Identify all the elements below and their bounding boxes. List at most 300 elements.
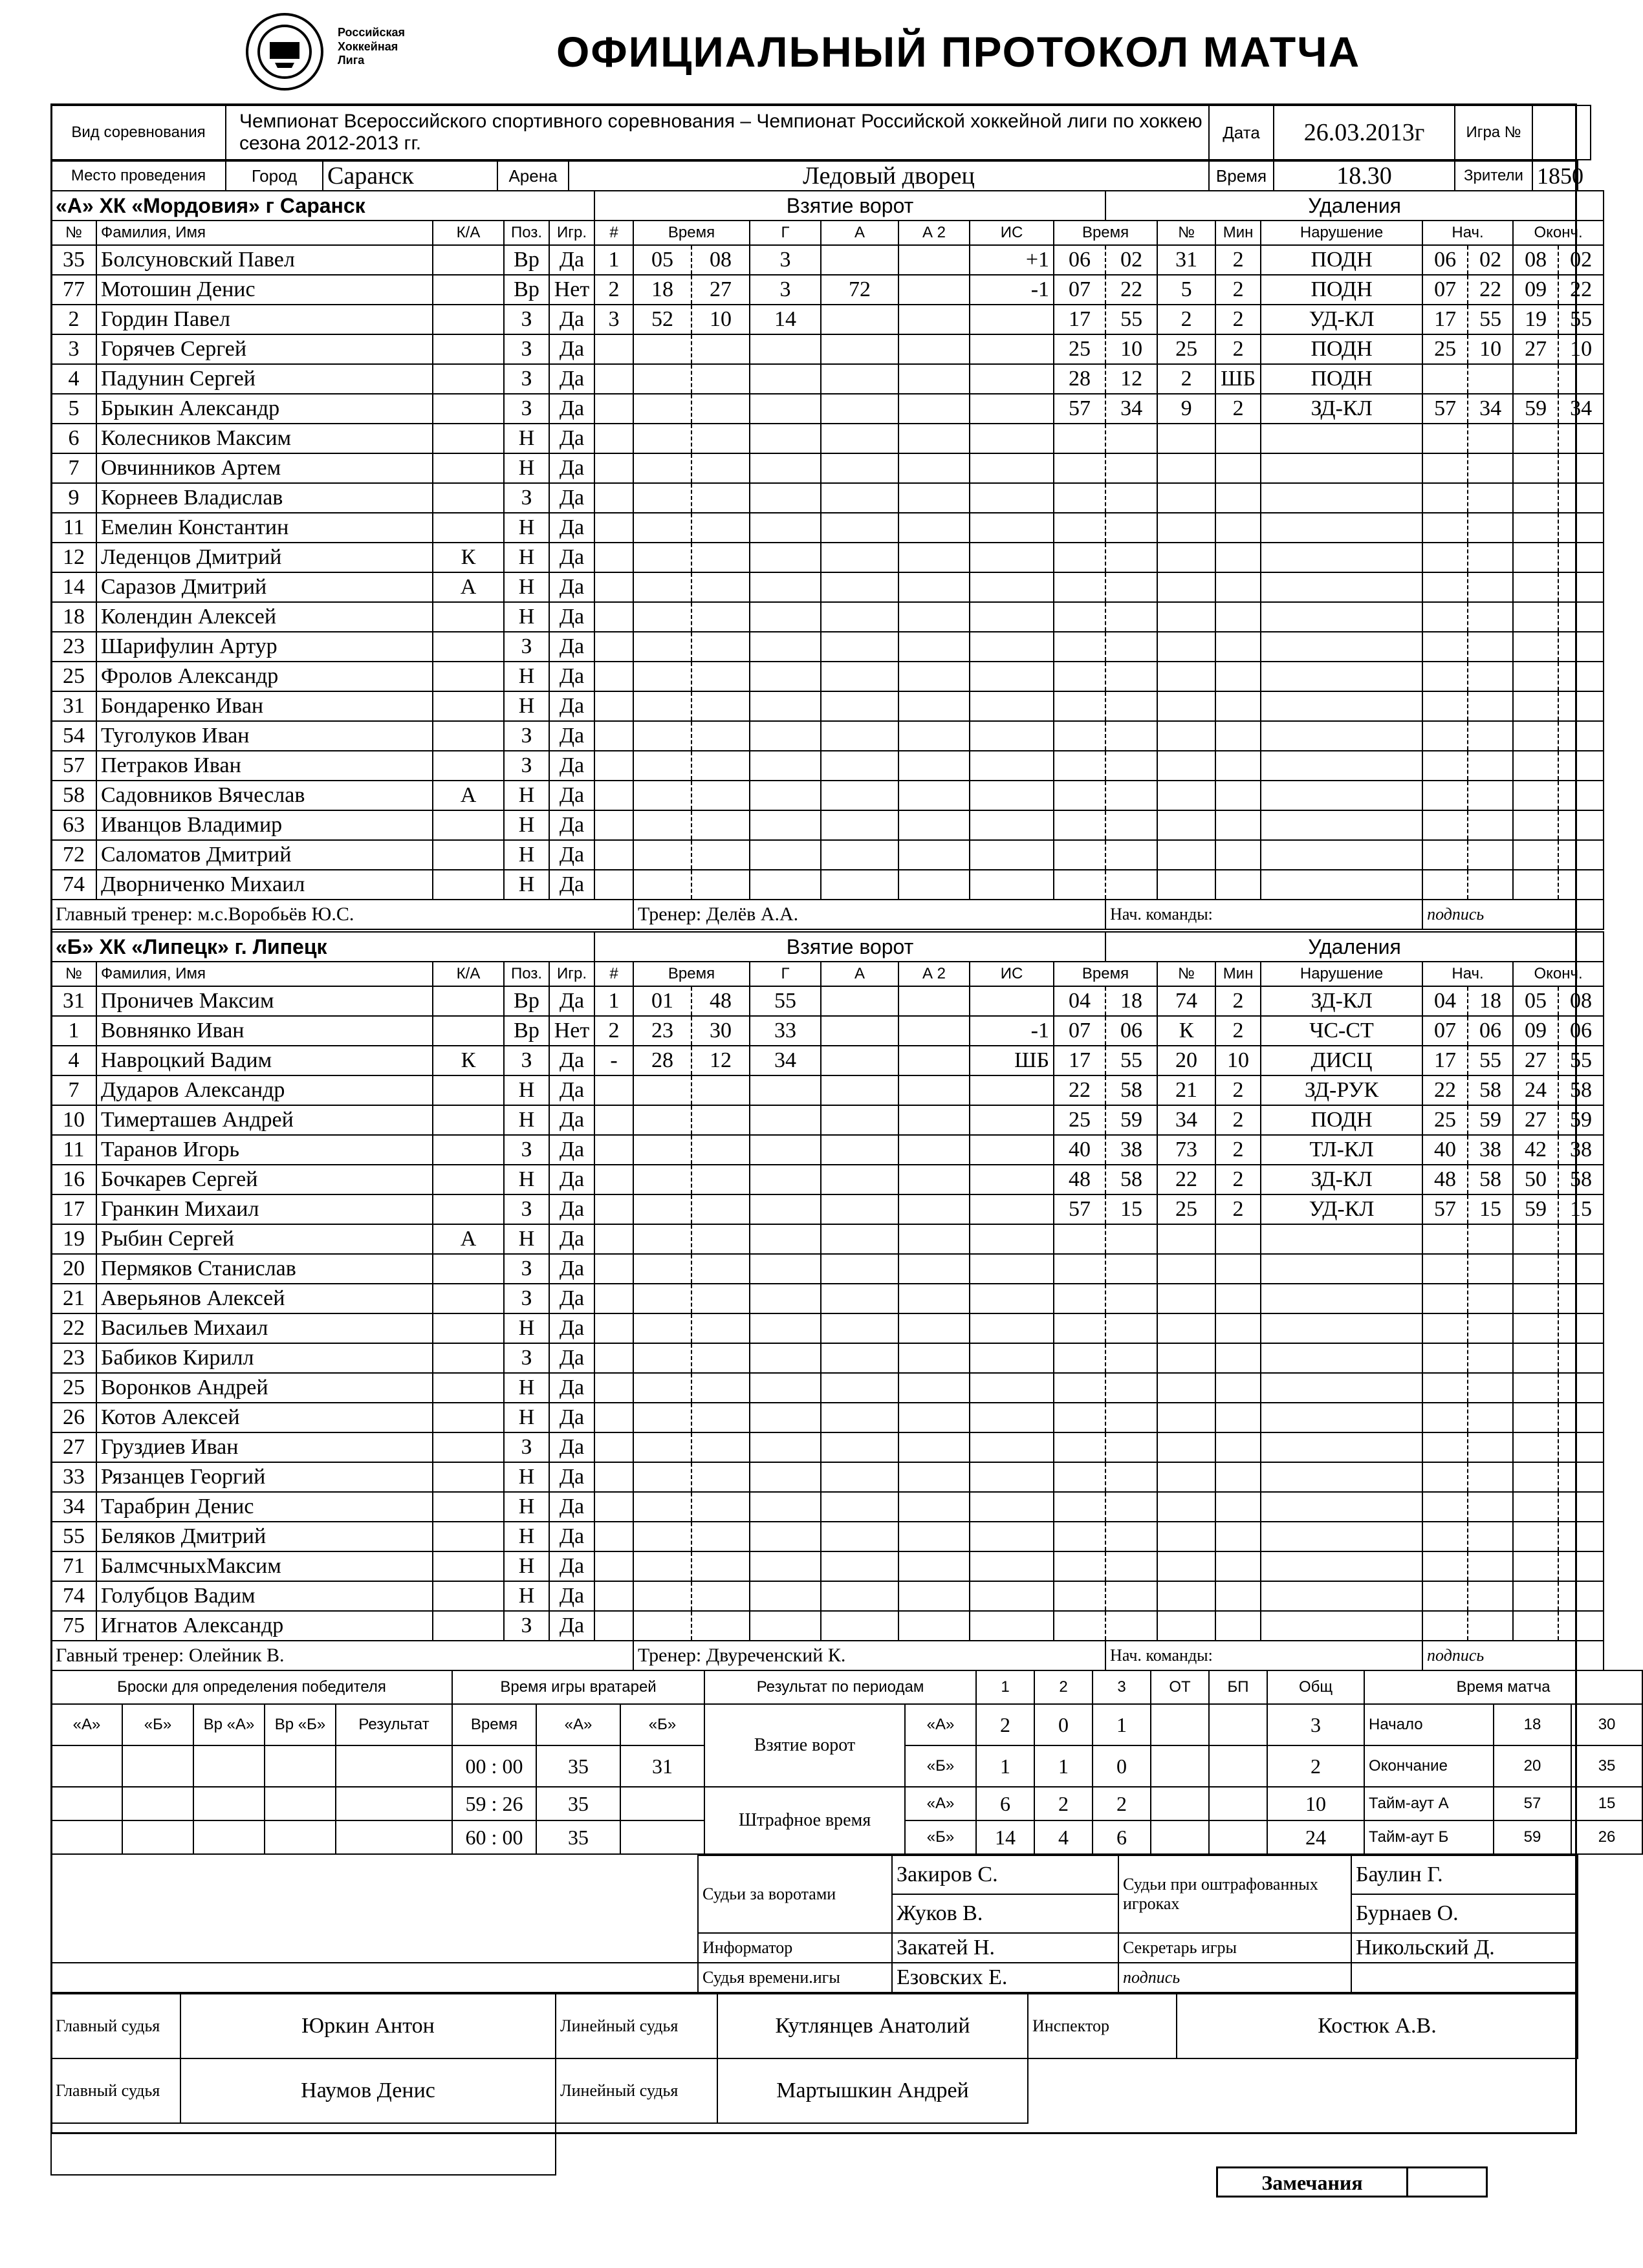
player-played: Да [549, 1462, 594, 1492]
team-chief-label: Нач. команды: [1105, 900, 1422, 929]
goal-sec [691, 572, 750, 602]
goal-strength [970, 513, 1054, 543]
goal-min [633, 662, 691, 691]
pen-start-min: 07 [1422, 275, 1468, 305]
pen-min: 48 [1054, 1165, 1105, 1194]
pen-minutes: 2 [1215, 1165, 1261, 1194]
team-b-mark: «Б» [905, 1820, 976, 1854]
period-value: 0 [1093, 1745, 1151, 1787]
player-ka [433, 1611, 504, 1641]
goal-min [633, 1373, 691, 1403]
goal-strength [970, 986, 1054, 1016]
goal-min [633, 1581, 691, 1611]
goal-min [633, 781, 691, 810]
player-played: Да [549, 1284, 594, 1313]
goal-assist2 [898, 840, 970, 870]
goal-scorer: 33 [750, 1016, 821, 1046]
pen-minutes [1215, 572, 1261, 602]
period-value [1151, 1820, 1209, 1854]
player-name: Васильев Михаил [96, 1313, 433, 1343]
goal-strength [970, 305, 1054, 334]
pen-start-sec: 58 [1468, 1075, 1513, 1105]
pen-player: К [1157, 1016, 1215, 1046]
col-num: № [51, 962, 96, 986]
goal-sec [691, 662, 750, 691]
goal-num [594, 1313, 633, 1343]
goal-min [633, 751, 691, 781]
comp-value: Чемпионат Всероссийского спортивного соревнования – Чемпионат Российской хоккейной лиги по хоккею сезона 2012-2013 гг. [226, 105, 1209, 160]
player-row [51, 810, 1604, 840]
pen-sec [1105, 1284, 1157, 1313]
pen-violation [1261, 453, 1422, 483]
timeout-a-label: Тайм-аут А [1364, 1787, 1494, 1820]
player-name: Петраков Иван [96, 751, 433, 781]
player-number: 1 [51, 1016, 96, 1046]
pen-player [1157, 424, 1215, 453]
pen-start-min [1422, 453, 1468, 483]
goal-num [594, 513, 633, 543]
pen-sec: 02 [1105, 245, 1157, 275]
goal-min [633, 1224, 691, 1254]
pen-violation [1261, 1403, 1422, 1432]
pen-player: 74 [1157, 986, 1215, 1016]
pen-player [1157, 1313, 1215, 1343]
goal-strength [970, 1492, 1054, 1522]
city-value: Саранск [323, 161, 497, 191]
goal-scorer: 3 [750, 275, 821, 305]
player-name: Пермяков Станислав [96, 1254, 433, 1284]
player-number: 74 [51, 1581, 96, 1611]
goal-min [633, 691, 691, 721]
pen-violation [1261, 662, 1422, 691]
trainer-label: Тренер: [638, 1645, 702, 1666]
pen-min [1054, 1373, 1105, 1403]
period-ot: ОТ [1151, 1670, 1209, 1704]
goal-assist1 [821, 1611, 898, 1641]
goal-assist1 [821, 632, 898, 662]
player-played: Да [549, 810, 594, 840]
pen-start-min [1422, 1522, 1468, 1551]
penalties-header: Удаления [1105, 191, 1604, 221]
pen-min [1054, 751, 1105, 781]
pen-end-sec [1558, 1581, 1604, 1611]
pen-start-sec [1468, 1254, 1513, 1284]
pen-start-sec [1468, 1581, 1513, 1611]
goal-assist2 [898, 424, 970, 453]
period-value: 6 [1093, 1820, 1151, 1854]
player-name: Тарабрин Денис [96, 1492, 433, 1522]
player-name: Груздиев Иван [96, 1432, 433, 1462]
goal-sec [691, 1462, 750, 1492]
player-ka [433, 870, 504, 900]
pen-minutes: ШБ [1215, 364, 1261, 394]
player-row [51, 1373, 1604, 1403]
col-p_viol: Нарушение [1261, 962, 1422, 986]
goal-scorer [750, 1075, 821, 1105]
player-pos: Вр [504, 245, 549, 275]
goal-assist2 [898, 245, 970, 275]
player-played: Да [549, 721, 594, 751]
pen-violation: ЗД-КЛ [1261, 394, 1422, 424]
pen-start-sec [1468, 840, 1513, 870]
player-name: Гордин Павел [96, 305, 433, 334]
pen-min [1054, 1224, 1105, 1254]
trainer: Двуреченский К. [706, 1645, 846, 1666]
goal-scorer [750, 1432, 821, 1462]
pen-sec [1105, 1254, 1157, 1284]
goal-assist2 [898, 1581, 970, 1611]
pen-start-min [1422, 1254, 1468, 1284]
goal-sec [691, 1135, 750, 1165]
pen-min [1054, 721, 1105, 751]
goal-min [633, 424, 691, 453]
pen-min [1054, 1343, 1105, 1373]
sign-label: подпись [1422, 900, 1604, 929]
player-number: 35 [51, 245, 96, 275]
pen-minutes [1215, 1313, 1261, 1343]
goal-assist2 [898, 1194, 970, 1224]
player-name: Брыкин Александр [96, 394, 433, 424]
player-number: 14 [51, 572, 96, 602]
goal-assist2 [898, 364, 970, 394]
pen-minutes: 2 [1215, 986, 1261, 1016]
goal-min [633, 453, 691, 483]
goal-strength [970, 602, 1054, 632]
player-name: Овчинников Артем [96, 453, 433, 483]
pen-start-min [1422, 840, 1468, 870]
goal-assist1 [821, 986, 898, 1016]
goal-assist1 [821, 1224, 898, 1254]
player-name: Садовников Вячеслав [96, 781, 433, 810]
end-hh: 20 [1494, 1745, 1571, 1787]
player-ka [433, 751, 504, 781]
goal-scorer [750, 364, 821, 394]
pen-start-sec [1468, 1313, 1513, 1343]
col-g_is: ИС [970, 221, 1054, 245]
goal-sec [691, 1343, 750, 1373]
player-played: Да [549, 1403, 594, 1432]
goal-num [594, 1522, 633, 1551]
player-name: Гранкин Михаил [96, 1194, 433, 1224]
goal-strength: -1 [970, 275, 1054, 305]
shots-col-result: Результат [336, 1704, 452, 1745]
goal-sec [691, 1105, 750, 1135]
period-value [1151, 1745, 1209, 1787]
player-number: 19 [51, 1224, 96, 1254]
goal-sec [691, 1165, 750, 1194]
goal-strength [970, 1194, 1054, 1224]
goal-assist1 [821, 453, 898, 483]
period-value: 2 [1267, 1745, 1364, 1787]
goal-strength [970, 810, 1054, 840]
period-value: 1 [976, 1745, 1034, 1787]
pen-start-min [1422, 364, 1468, 394]
player-row [51, 691, 1604, 721]
goal-sec [691, 1432, 750, 1462]
player-number: 34 [51, 1492, 96, 1522]
header [0, 0, 1604, 97]
pen-end-min [1513, 453, 1558, 483]
pen-min [1054, 424, 1105, 453]
player-name: Леденцов Дмитрий [96, 543, 433, 572]
pen-end-min [1513, 691, 1558, 721]
goal-strength [970, 721, 1054, 751]
player-played: Да [549, 1313, 594, 1343]
pen-player [1157, 1284, 1215, 1313]
player-number: 18 [51, 602, 96, 632]
goal-strength [970, 1284, 1054, 1313]
player-number: 23 [51, 1343, 96, 1373]
goal-num: 1 [594, 986, 633, 1016]
player-ka [433, 1462, 504, 1492]
goal-strength: -1 [970, 1016, 1054, 1046]
pen-min: 57 [1054, 394, 1105, 424]
goal-assist1 [821, 691, 898, 721]
inspector: Костюк А.В. [1177, 1994, 1578, 2058]
pen-sec: 22 [1105, 275, 1157, 305]
pen-min: 25 [1054, 334, 1105, 364]
goal-num [594, 1373, 633, 1403]
goal-min [633, 1522, 691, 1551]
goal-min [633, 870, 691, 900]
goal-sec [691, 1403, 750, 1432]
pen-end-sec: 55 [1558, 305, 1604, 334]
pen-violation: ПОДН [1261, 364, 1422, 394]
pen-min: 17 [1054, 1046, 1105, 1075]
pen-sec [1105, 1611, 1157, 1641]
player-played: Да [549, 781, 594, 810]
player-number: 63 [51, 810, 96, 840]
goal-assist1 [821, 483, 898, 513]
player-pos: З [504, 1194, 549, 1224]
pen-end-sec [1558, 1373, 1604, 1403]
pen-start-sec: 55 [1468, 1046, 1513, 1075]
pen-sec [1105, 781, 1157, 810]
start-hh: 18 [1494, 1704, 1571, 1745]
goal-assist1 [821, 305, 898, 334]
goal-sec: 10 [691, 305, 750, 334]
goal-assist2 [898, 1551, 970, 1581]
goal-min [633, 1313, 691, 1343]
goal-strength [970, 1522, 1054, 1551]
goal-min [633, 1492, 691, 1522]
goal-assist1 [821, 602, 898, 632]
goal-num [594, 483, 633, 513]
goal-strength [970, 1165, 1054, 1194]
period-value: 2 [976, 1704, 1034, 1745]
player-ka [433, 662, 504, 691]
player-ka [433, 1105, 504, 1135]
gk-time-value: 31 [620, 1745, 704, 1787]
pen-sec [1105, 810, 1157, 840]
goal-scorer [750, 721, 821, 751]
pen-sec: 10 [1105, 334, 1157, 364]
player-ka [433, 424, 504, 453]
pen-min [1054, 632, 1105, 662]
pen-sec: 59 [1105, 1105, 1157, 1135]
pen-end-min: 50 [1513, 1165, 1558, 1194]
pen-minutes [1215, 1492, 1261, 1522]
goals-header: Взятие ворот [594, 191, 1105, 221]
player-number: 20 [51, 1254, 96, 1284]
pen-min: 07 [1054, 1016, 1105, 1046]
player-name: Емелин Константин [96, 513, 433, 543]
pen-start-min [1422, 781, 1468, 810]
col-g_num: # [594, 962, 633, 986]
goal-sec [691, 1551, 750, 1581]
pen-end-min [1513, 483, 1558, 513]
player-ka [433, 364, 504, 394]
period-value: 3 [1267, 1704, 1364, 1745]
period-value: 14 [976, 1820, 1034, 1854]
ref-2: Наумов Денис [180, 2058, 556, 2123]
goal-min [633, 632, 691, 662]
player-number: 25 [51, 662, 96, 691]
pen-sec: 58 [1105, 1165, 1157, 1194]
player-ka: А [433, 1224, 504, 1254]
gk-time-value: 60 : 00 [452, 1820, 536, 1854]
pen-min: 40 [1054, 1135, 1105, 1165]
pen-end-sec: 34 [1558, 394, 1604, 424]
end-label: Окончание [1364, 1745, 1494, 1787]
coach-label: Гавный тренер: [56, 1645, 184, 1666]
pen-start-min [1422, 691, 1468, 721]
goal-min [633, 1165, 691, 1194]
pen-end-min [1513, 543, 1558, 572]
goal-strength [970, 1135, 1054, 1165]
player-name: Голубцов Вадим [96, 1581, 433, 1611]
player-ka: К [433, 1046, 504, 1075]
goal-scorer [750, 1284, 821, 1313]
goal-scorer [750, 1313, 821, 1343]
pen-end-min: 05 [1513, 986, 1558, 1016]
goal-sec [691, 691, 750, 721]
game-value [1532, 105, 1591, 160]
pen-judge-1: Баулин Г. [1351, 1855, 1578, 1894]
pen-player [1157, 572, 1215, 602]
pen-sec [1105, 513, 1157, 543]
pen-start-sec [1468, 870, 1513, 900]
pen-end-sec [1558, 1403, 1604, 1432]
player-number: 71 [51, 1551, 96, 1581]
goal-sec [691, 781, 750, 810]
goal-min [633, 1284, 691, 1313]
pen-min [1054, 572, 1105, 602]
player-played: Да [549, 1343, 594, 1373]
sign-label: подпись [1118, 1963, 1351, 1993]
pen-start-min: 25 [1422, 1105, 1468, 1135]
goal-scorer [750, 334, 821, 364]
player-row [51, 1075, 1604, 1105]
goal-scorer: 3 [750, 245, 821, 275]
player-number: 5 [51, 394, 96, 424]
pen-player [1157, 870, 1215, 900]
pen-end-min [1513, 1284, 1558, 1313]
pen-min [1054, 1254, 1105, 1284]
goal-assist2 [898, 662, 970, 691]
pen-start-min [1422, 1432, 1468, 1462]
goal-min [633, 1254, 691, 1284]
col-p_viol: Нарушение [1261, 221, 1422, 245]
goal-min [633, 1551, 691, 1581]
goal-assist2 [898, 781, 970, 810]
player-name: Котов Алексей [96, 1403, 433, 1432]
player-ka: А [433, 781, 504, 810]
pen-sec [1105, 721, 1157, 751]
goal-assist1 [821, 245, 898, 275]
goal-scorer [750, 1254, 821, 1284]
goal-num [594, 453, 633, 483]
goal-sec [691, 394, 750, 424]
player-row [51, 1432, 1604, 1462]
goal-min [633, 810, 691, 840]
player-played: Да [549, 662, 594, 691]
goal-strength [970, 543, 1054, 572]
goal-num [594, 1432, 633, 1462]
pen-minutes [1215, 721, 1261, 751]
pen-end-min: 19 [1513, 305, 1558, 334]
comp-label: Вид соревнования [51, 105, 226, 160]
timekeeper: Езовских Е. [892, 1963, 1118, 1993]
player-row [51, 275, 1604, 305]
coach-label: Главный тренер: [56, 903, 193, 925]
goal-assist1 [821, 513, 898, 543]
goal-sec [691, 810, 750, 840]
player-pos: Н [504, 1105, 549, 1135]
col-p_start: Нач. [1422, 962, 1513, 986]
col-p_time: Время [1054, 221, 1157, 245]
goal-strength [970, 453, 1054, 483]
player-ka [433, 691, 504, 721]
pen-start-sec [1468, 721, 1513, 751]
pen-sec: 55 [1105, 305, 1157, 334]
col-pos: Поз. [504, 221, 549, 245]
pen-minutes [1215, 870, 1261, 900]
goal-strength [970, 870, 1054, 900]
player-pos: Н [504, 1224, 549, 1254]
player-name: Рыбин Сергей [96, 1224, 433, 1254]
pen-player [1157, 751, 1215, 781]
goal-num: 2 [594, 275, 633, 305]
pen-start-min [1422, 870, 1468, 900]
pen-end-sec [1558, 1551, 1604, 1581]
player-name: Мотошин Денис [96, 275, 433, 305]
pen-end-sec [1558, 1492, 1604, 1522]
player-pos: З [504, 1343, 549, 1373]
pen-violation [1261, 602, 1422, 632]
pen-end-sec: 06 [1558, 1016, 1604, 1046]
player-ka [433, 840, 504, 870]
player-name: Фролов Александр [96, 662, 433, 691]
goal-assist1 [821, 1403, 898, 1432]
pen-violation: ПОДН [1261, 275, 1422, 305]
goal-scorer [750, 1462, 821, 1492]
pen-minutes [1215, 1403, 1261, 1432]
pen-sec [1105, 543, 1157, 572]
spect-value: 1850 [1532, 161, 1578, 191]
goal-num [594, 691, 633, 721]
player-ka [433, 1194, 504, 1224]
linesman-1: Кутлянцев Анатолий [717, 1994, 1028, 2058]
player-number: 11 [51, 1135, 96, 1165]
pen-sec [1105, 1581, 1157, 1611]
goal-sec: 12 [691, 1046, 750, 1075]
player-played: Да [549, 1432, 594, 1462]
pen-end-min [1513, 513, 1558, 543]
period-value: 1 [1034, 1745, 1093, 1787]
goal-assist1 [821, 1194, 898, 1224]
pen-violation: ЗД-РУК [1261, 1075, 1422, 1105]
